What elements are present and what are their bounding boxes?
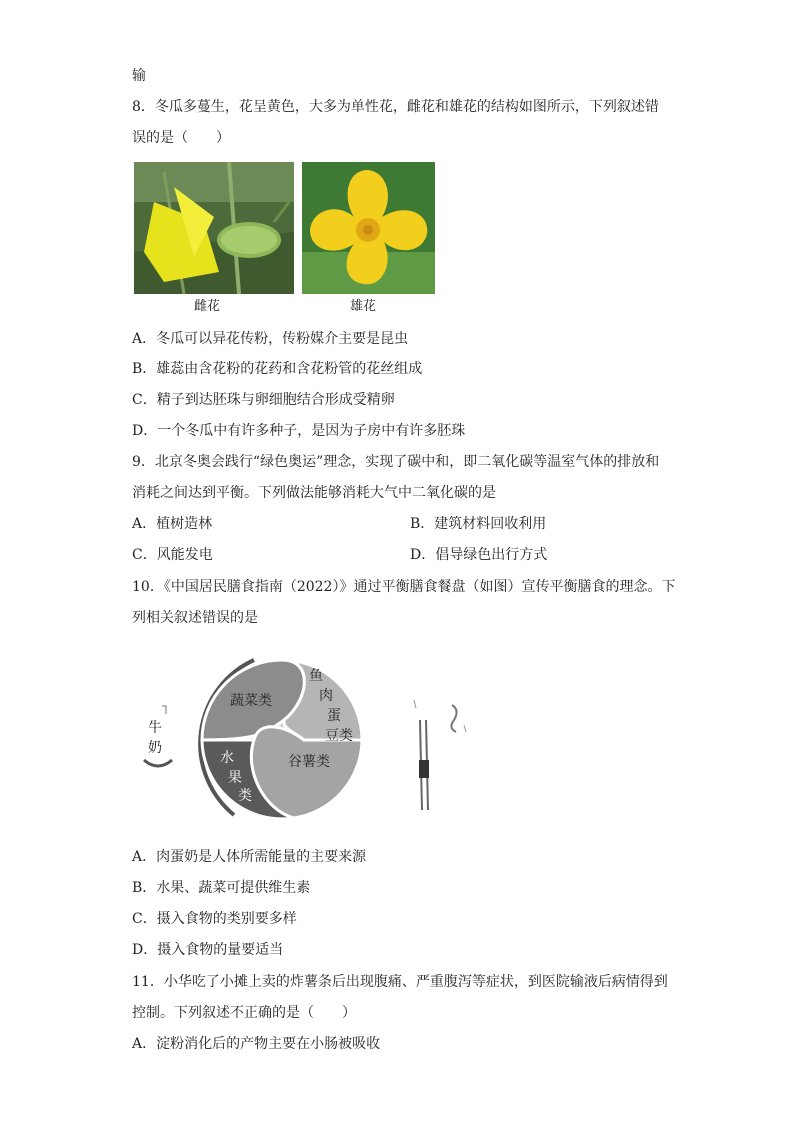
q11-stem-line1: 11．小华吃了小摊上卖的炸薯条后出现腹痛、严重腹泻等症状，到医院输液后病情得到	[132, 974, 668, 990]
plate-label-fish-1: 鱼	[309, 668, 323, 684]
q11-option-a: A．淀粉消化后的产物主要在小肠被吸收	[132, 1036, 381, 1052]
male-flower-caption: 雄花	[350, 299, 377, 314]
q9-stem-line2: 消耗之间达到平衡。下列做法能够消耗大气中二氧化碳的是	[132, 485, 496, 501]
q8-option-c: C．精子到达胚珠与卵细胞结合形成受精卵	[132, 392, 395, 408]
q8-stem-line2: 误的是（ ）	[132, 130, 230, 146]
q8-option-a: A．冬瓜可以异花传粉，传粉媒介主要是昆虫	[132, 331, 409, 347]
plate-label-fruit-2: 果	[228, 770, 242, 786]
q10-stem-line2: 列相关叙述错误的是	[132, 610, 258, 626]
q8-option-b: B．雄蕊由含花粉的花药和含花粉管的花丝组成	[132, 361, 423, 377]
page-fragment-text: 输	[132, 68, 146, 84]
chopstick-band	[419, 760, 429, 778]
q9-stem-line1: 9．北京冬奥会践行“绿色奥运”理念，实现了碳中和，即二氧化碳等温室气体的排放和	[132, 454, 660, 470]
plate-label-fish-4: 豆类	[325, 728, 353, 744]
female-flower-image	[134, 162, 294, 294]
q8-option-d: D．一个冬瓜中有许多种子，是因为子房中有许多胚珠	[132, 423, 466, 439]
q10-option-d: D．摄入食物的量要适当	[132, 942, 284, 958]
q10-option-b: B．水果、蔬菜可提供维生素	[132, 880, 311, 896]
plate-label-vegetables: 蔬菜类	[230, 693, 272, 709]
plate-label-grains: 谷薯类	[288, 754, 330, 770]
plate-label-milk-2: 奶	[148, 740, 162, 756]
balanced-diet-plate	[134, 640, 474, 840]
q9-option-c: C．风能发电	[132, 547, 213, 563]
spoon-icon	[451, 705, 456, 732]
q10-option-c: C．摄入食物的类别要多样	[132, 911, 297, 927]
q10-stem-line1: 10．《中国居民膳食指南（2022）》通过平衡膳食餐盘（如图）宣传平衡膳食的理念。下	[132, 579, 676, 595]
q8-stem-line1: 8．冬瓜多蔓生，花呈黄色，大多为单性花，雌花和雄花的结构如图所示，下列叙述错	[132, 99, 659, 115]
plate-label-milk-1: 牛	[148, 720, 162, 736]
female-flower-caption: 雌花	[194, 299, 221, 314]
q10-option-a: A．肉蛋奶是人体所需能量的主要来源	[132, 849, 367, 865]
plate-label-fruit-1: 水	[220, 750, 234, 766]
q9-option-a: A．植树造林	[132, 516, 213, 532]
milk-cup-icon	[144, 760, 172, 766]
q9-option-d: D．倡导绿色出行方式	[410, 547, 548, 563]
q11-stem-line2: 控制。下列叙述不正确的是（ ）	[132, 1005, 356, 1021]
q9-option-b: B．建筑材料回收利用	[410, 516, 547, 532]
plate-label-fish-3: 蛋	[327, 708, 341, 724]
male-flower-image	[302, 162, 435, 294]
plate-label-fish-2: 肉	[319, 688, 333, 704]
plate-label-fruit-3: 类	[238, 788, 252, 804]
